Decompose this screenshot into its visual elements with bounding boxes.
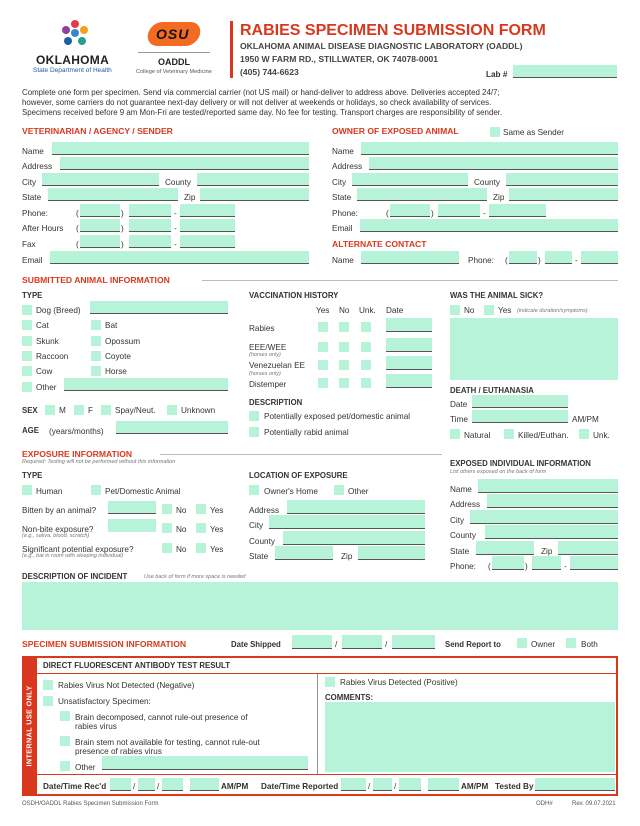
animal-section-rule [202,280,618,281]
owner-phone-paren-open: ( [386,209,389,218]
loc-zip-label: Zip [341,552,353,561]
owner-address-label: Address [332,162,363,171]
owner-state-field[interactable] [357,188,487,201]
cat-checkbox[interactable] [22,320,32,330]
not-detected-checkbox[interactable] [43,680,53,690]
location-other-checkbox[interactable] [334,485,344,495]
death-unk-label: Unk. [593,431,610,440]
loc-county-field[interactable] [283,531,425,545]
cow-checkbox[interactable] [22,366,32,376]
distemper-date-field[interactable] [386,374,432,388]
opossum-checkbox[interactable] [91,336,101,346]
vet-state-field[interactable] [48,188,178,201]
pet-domestic-label: Pet/Domestic Animal [105,487,181,496]
sex-m-checkbox[interactable] [45,405,55,415]
reported-year-field[interactable] [399,778,421,791]
sex-f-label: F [88,406,94,415]
distemper-unk-checkbox[interactable] [361,378,371,388]
internal-other-label: Other [75,763,96,772]
sex-unknown-label: Unknown [181,406,216,415]
intro-line-3: Specimens received before 9 am Mon-Fri are tested/reported same day. No fee for testing. Transport charges are responsibility of sender. [22,107,503,117]
distemper-no-checkbox[interactable] [339,378,349,388]
alt-phone-prefix-field[interactable] [545,251,572,264]
ship-slash-1: / [335,640,338,649]
intro-text [22,88,622,117]
death-unk-checkbox[interactable] [579,429,589,439]
bitten-yes-label: Yes [210,506,224,515]
vet-email-label: Email [22,256,43,265]
exposed-pet-label: Potentially exposed pet/domestic animal [264,412,411,421]
spay-neut-label: Spay/Neut. [115,406,156,415]
osu-mark: OSU [156,26,190,42]
owner-city-field[interactable] [352,173,468,186]
bitten-yes-checkbox[interactable] [196,504,206,514]
ind-state-label: State [450,547,470,556]
loc-address-label: Address [249,506,280,515]
vet-fax-dash: - [174,240,177,249]
vet-phone-line-field[interactable] [180,204,235,217]
significant-example: (e.g., bat in room with sleeping individual) [22,553,124,559]
significant-label: Significant potential exposure? [22,545,134,554]
header-bar [230,21,233,78]
decomposed-label-1: Brain decomposed, cannot rule-out presence of [75,713,248,722]
vet-after-hours-label: After Hours [22,224,64,233]
horse-label: Horse [105,367,127,376]
lab-phone: (405) 744-6623 [240,67,299,77]
vet-address-label: Address [22,162,53,171]
vet-phone-area-field[interactable] [80,204,120,217]
owner-email-label: Email [332,224,353,233]
recd-slash-2: / [157,782,160,791]
vet-ah-dash: - [174,224,177,233]
alt-phone-area-field[interactable] [509,251,537,264]
footer-revision: Rev. 09.07.2021 [572,801,616,807]
vacc-eee-note: (horses only) [249,352,281,358]
tested-by-label: Tested By [495,782,534,791]
opossum-label: Opossum [105,337,141,346]
ship-year-field[interactable] [392,635,435,649]
owner-phone-line-field[interactable] [489,204,546,217]
incident-heading: DESCRIPTION OF INCIDENT [22,572,128,581]
ind-city-label: City [450,516,465,525]
ind-county-field[interactable] [485,525,618,539]
lab-number-label: Lab # [486,70,508,79]
nonbite-yes-label: Yes [210,525,224,534]
alt-name-field[interactable] [361,251,459,264]
other-animal-label: Other [36,383,57,392]
recd-label: Date/Time Rec'd [43,782,107,791]
ind-phone-dash: - [564,562,567,571]
internal-other-field[interactable] [102,756,308,770]
reported-month-field[interactable] [341,778,366,791]
ind-name-label: Name [450,485,472,494]
bitten-no-label: No [176,506,187,515]
owner-county-field[interactable] [506,173,618,186]
owner-phone-dash: - [483,209,486,218]
sick-heading: WAS THE ANIMAL SICK? [450,291,544,300]
death-date-field[interactable] [472,395,568,408]
natural-label: Natural [464,431,491,440]
owner-phone-prefix-field[interactable] [438,204,480,217]
vet-phone-paren-close: ) [121,209,124,218]
vet-name-field[interactable] [52,142,309,155]
send-report-label: Send Report to [445,640,501,649]
ship-month-field[interactable] [292,635,332,649]
vet-fax-paren-open: ( [76,240,79,249]
significant-yes-checkbox[interactable] [196,543,206,553]
ind-name-field[interactable] [478,479,618,493]
nonbite-example: (e.g., saliva, blood, scratch) [22,533,90,539]
natural-checkbox[interactable] [450,429,460,439]
reported-slash-2: / [394,782,397,791]
age-label: AGE [22,426,39,435]
sex-label: SEX [22,406,38,415]
submission-section-title: SPECIMEN SUBMISSION INFORMATION [22,639,187,649]
owner-phone-paren-close: ) [431,209,434,218]
vet-fax-paren-close: ) [121,240,124,249]
sex-f-checkbox[interactable] [74,405,84,415]
sick-symptoms-field[interactable] [450,318,618,380]
owner-section-title: OWNER OF EXPOSED ANIMAL [332,126,459,136]
owner-phone-label: Phone: [332,209,358,218]
lab-address: 1950 W FARM RD., STILLWATER, OK 74078-0001 [240,54,439,64]
recd-ampm-label: AM/PM [221,782,249,791]
reported-slash-1: / [368,782,371,791]
eee-no-checkbox[interactable] [339,342,349,352]
exposure-type-heading: TYPE [22,471,43,480]
ind-zip-field[interactable] [558,541,618,555]
vacc-vee-label: Venezuelan EE [249,361,305,370]
owner-home-label: Owner's Home [264,487,318,496]
human-label: Human [36,487,63,496]
detected-checkbox[interactable] [325,677,335,687]
bitten-label: Bitten by an animal? [22,506,97,515]
other-animal-checkbox[interactable] [22,382,32,392]
recd-slash-1: / [133,782,136,791]
other-animal-field[interactable] [64,378,228,391]
spay-neut-checkbox[interactable] [101,405,111,415]
ship-slash-2: / [385,640,388,649]
brain-stem-label-1: Brain stem not available for testing, cannot rule-out [75,738,260,747]
location-heading: LOCATION OF EXPOSURE [249,471,348,480]
death-time-label: Time [450,415,468,424]
bat-checkbox[interactable] [91,320,101,330]
okla-sub: State Department of Health [33,67,112,74]
loc-city-label: City [249,521,264,530]
unsat-label: Unsatisfactory Specimen: [58,697,151,706]
report-both-checkbox[interactable] [566,638,576,648]
sex-m-label: M [59,406,66,415]
killed-label: Killed/Euthan. [518,431,569,440]
vet-city-label: City [22,178,37,187]
vet-section-title: VETERINARIAN / AGENCY / SENDER [22,126,173,136]
owner-county-label: County [474,178,500,187]
vet-address-field[interactable] [60,157,309,170]
sick-yes-label: Yes [498,306,512,315]
age-field[interactable] [116,421,228,434]
comments-label: COMMENTS: [325,693,374,702]
vet-phone-label: Phone: [22,209,48,218]
vet-county-field[interactable] [197,173,309,186]
vee-unk-checkbox[interactable] [361,360,371,370]
dfa-heading: DIRECT FLUORESCENT ANTIBODY TEST RESULT [43,661,230,670]
nonbite-yes-checkbox[interactable] [196,523,206,533]
vet-fax-prefix-field[interactable] [129,235,171,248]
death-date-label: Date [450,400,468,409]
vet-ah-prefix-field[interactable] [129,219,171,232]
vet-county-label: County [165,178,191,187]
owner-address-field[interactable] [369,157,618,170]
loc-county-label: County [249,537,275,546]
horse-checkbox[interactable] [91,366,101,376]
same-as-sender-checkbox[interactable] [490,127,500,137]
sick-yes-checkbox[interactable] [484,305,494,315]
vacc-no-col: No [339,306,350,315]
loc-state-field[interactable] [275,546,333,560]
alternate-contact-title: ALTERNATE CONTACT [332,239,427,249]
vacc-distemper-label: Distemper [249,380,287,389]
ind-address-label: Address [450,500,481,509]
vee-no-checkbox[interactable] [339,360,349,370]
significant-no-label: No [176,545,187,554]
vet-fax-line-field[interactable] [180,235,235,248]
intro-line-2: however, some carriers do not guarantee next-day delivery or will not deliver at weekends or holidays, so check availability of services. [22,97,492,107]
nonbite-no-label: No [176,525,187,534]
loc-city-field[interactable] [269,515,425,529]
decomposed-label-2: rabies virus [75,722,117,731]
ind-city-field[interactable] [470,510,618,524]
report-owner-label: Owner [531,640,556,649]
alt-phone-line-field[interactable] [581,251,618,264]
not-detected-label: Rabies Virus Not Detected (Negative) [58,681,195,690]
individual-heading: EXPOSED INDIVIDUAL INFORMATION [450,459,591,468]
alt-phone-paren-close: ) [538,256,541,265]
description-heading: DESCRIPTION [249,398,303,407]
dfa-rule [37,673,616,674]
ind-phone-line-field[interactable] [570,556,618,570]
significant-yes-label: Yes [210,545,224,554]
ship-day-field[interactable] [342,635,382,649]
loc-address-field[interactable] [287,500,425,514]
unsat-checkbox[interactable] [43,696,53,706]
oaddl-divider [138,52,210,53]
ind-state-field[interactable] [476,541,534,555]
skunk-label: Skunk [36,337,59,346]
ind-county-label: County [450,531,476,540]
owner-state-label: State [332,193,352,202]
vet-phone-dash: - [174,209,177,218]
decomposed-checkbox[interactable] [60,711,70,721]
ind-phone-label: Phone: [450,562,476,571]
vet-zip-field[interactable] [200,188,309,201]
sick-hint: (indicate duration/symptoms) [517,308,588,314]
animal-section-title: SUBMITTED ANIMAL INFORMATION [22,275,170,285]
age-unit-label: (years/months) [49,427,104,436]
eee-date-field[interactable] [386,338,432,352]
vet-ah-paren-close: ) [121,224,124,233]
brain-stem-label-2: presence of rabies virus [75,747,162,756]
vet-ah-paren-open: ( [76,224,79,233]
reported-label: Date/Time Reported [261,782,339,791]
exposed-pet-checkbox[interactable] [249,411,259,421]
vet-ah-line-field[interactable] [180,219,235,232]
ind-phone-paren-open: ( [488,562,491,571]
coyote-checkbox[interactable] [91,351,101,361]
potentially-rabid-label: Potentially rabid animal [264,428,349,437]
owner-name-label: Name [332,147,354,156]
vaccination-heading: VACCINATION HISTORY [249,291,339,300]
vee-date-field[interactable] [386,356,432,370]
raccoon-checkbox[interactable] [22,351,32,361]
vacc-unk-col: Unk. [359,306,376,315]
incident-note: Use back of form if more space is needed [144,574,246,580]
vet-email-field[interactable] [50,251,309,264]
footer-form-name: OSDH/OADDL Rabies Specimen Submission Form [22,801,159,807]
footer-odh: ODH# [536,801,553,807]
human-checkbox[interactable] [22,485,32,495]
alt-phone-paren-open: ( [505,256,508,265]
sex-unknown-checkbox[interactable] [167,405,177,415]
owner-email-field[interactable] [360,219,618,232]
ind-zip-label: Zip [541,547,553,556]
death-time-field[interactable] [472,410,568,423]
vacc-date-col: Date [386,306,404,315]
vet-state-label: State [22,193,42,202]
individual-note: List others exposed on the back of form [450,469,547,475]
rabies-unk-checkbox[interactable] [361,322,371,332]
reported-day-field[interactable] [373,778,392,791]
cat-label: Cat [36,321,49,330]
significant-no-checkbox[interactable] [162,543,172,553]
recd-month-field[interactable] [110,778,131,791]
coyote-label: Coyote [105,352,131,361]
recd-day-field[interactable] [138,778,155,791]
intro-line-1: Complete one form per specimen. Send via commercial carrier (not US mail) or hand-deliver to address above. Deliveries accepted 24/7; [22,88,500,97]
ind-phone-paren-close: ) [525,562,528,571]
vacc-vee-note: (horses only) [249,371,281,377]
owner-phone-area-field[interactable] [390,204,430,217]
okla-title: OKLAHOMA [36,53,110,67]
sick-no-checkbox[interactable] [450,305,460,315]
killed-checkbox[interactable] [504,429,514,439]
sick-no-label: No [464,306,475,315]
cow-label: Cow [36,367,53,376]
brain-stem-checkbox[interactable] [60,736,70,746]
exposure-section-rule [160,454,442,455]
vet-zip-label: Zip [184,193,196,202]
alt-phone-dash: - [575,256,578,265]
distemper-yes-checkbox[interactable] [318,378,328,388]
vet-fax-area-field[interactable] [80,235,120,248]
ind-phone-prefix-field[interactable] [532,556,561,570]
owner-home-checkbox[interactable] [249,485,259,495]
vacc-eee-label: EEE/WEE [249,343,287,352]
rabies-no-checkbox[interactable] [339,322,349,332]
vet-name-label: Name [22,147,44,156]
death-heading: DEATH / EUTHANASIA [450,386,534,395]
potentially-rabid-checkbox[interactable] [249,427,259,437]
skunk-checkbox[interactable] [22,336,32,346]
report-owner-checkbox[interactable] [517,638,527,648]
vet-phone-prefix-field[interactable] [129,204,171,217]
vet-ah-area-field[interactable] [80,219,120,232]
okla-logo-icon [60,18,90,52]
alt-name-label: Name [332,256,354,265]
alt-phone-label: Phone: [468,256,494,265]
vee-yes-checkbox[interactable] [318,360,328,370]
bitten-no-checkbox[interactable] [162,504,172,514]
owner-name-field[interactable] [361,142,618,155]
location-other-label: Other [348,487,369,496]
reported-ampm-label: AM/PM [461,782,489,791]
exposure-section-title: EXPOSURE INFORMATION [22,449,133,459]
oaddl-sub: College of Veterinary Medicine [136,69,212,75]
bat-label: Bat [105,321,118,330]
nonbite-label: Non-bite exposure? [22,525,94,534]
recd-time-field[interactable] [190,778,219,791]
death-ampm-label: AM/PM [572,415,599,424]
eee-unk-checkbox[interactable] [361,342,371,352]
dog-label: Dog (Breed) [36,306,81,315]
bitten-field[interactable] [108,501,156,514]
owner-zip-label: Zip [493,193,505,202]
animal-type-heading: TYPE [22,291,43,300]
vet-fax-label: Fax [22,240,36,249]
tested-by-field[interactable] [535,778,615,791]
rabies-yes-checkbox[interactable] [318,322,328,332]
loc-state-label: State [249,552,269,561]
nonbite-field[interactable] [108,519,156,532]
dog-checkbox[interactable] [22,305,32,315]
internal-bottom-rule [37,774,616,775]
internal-divider [317,674,318,774]
oaddl-title: OADDL [158,57,190,67]
owner-city-label: City [332,178,347,187]
owner-zip-field[interactable] [509,188,618,201]
recd-year-field[interactable] [162,778,183,791]
vet-city-field[interactable] [42,173,159,186]
internal-side-label: INTERNAL USE ONLY [24,685,34,767]
nonbite-no-checkbox[interactable] [162,523,172,533]
pet-domestic-checkbox[interactable] [91,485,101,495]
ind-address-field[interactable] [487,494,618,508]
report-both-label: Both [581,640,598,649]
rabies-date-field[interactable] [386,318,432,332]
date-shipped-label: Date Shipped [231,640,281,649]
raccoon-label: Raccoon [36,352,69,361]
detected-label: Rabies Virus Detected (Positive) [340,678,458,687]
dog-breed-field[interactable] [90,301,228,314]
vet-phone-paren-open: ( [76,209,79,218]
ind-phone-area-field[interactable] [492,556,524,570]
exposure-required-note: Required: Testing will not be performed without this information [22,459,176,465]
vacc-rabies-label: Rabies [249,324,275,333]
reported-time-field[interactable] [428,778,459,791]
vacc-yes-col: Yes [316,306,330,315]
same-as-sender-label: Same as Sender [503,128,564,137]
loc-zip-field[interactable] [358,546,425,560]
eee-yes-checkbox[interactable] [318,342,328,352]
comments-field[interactable] [325,702,615,772]
form-title: RABIES SPECIMEN SUBMISSION FORM [240,22,546,39]
lab-number-field[interactable] [513,65,617,78]
incident-description-field[interactable] [22,582,618,630]
lab-name: OKLAHOMA ANIMAL DISEASE DIAGNOSTIC LABORATORY (OADDL) [240,41,523,51]
internal-other-checkbox[interactable] [60,761,70,771]
